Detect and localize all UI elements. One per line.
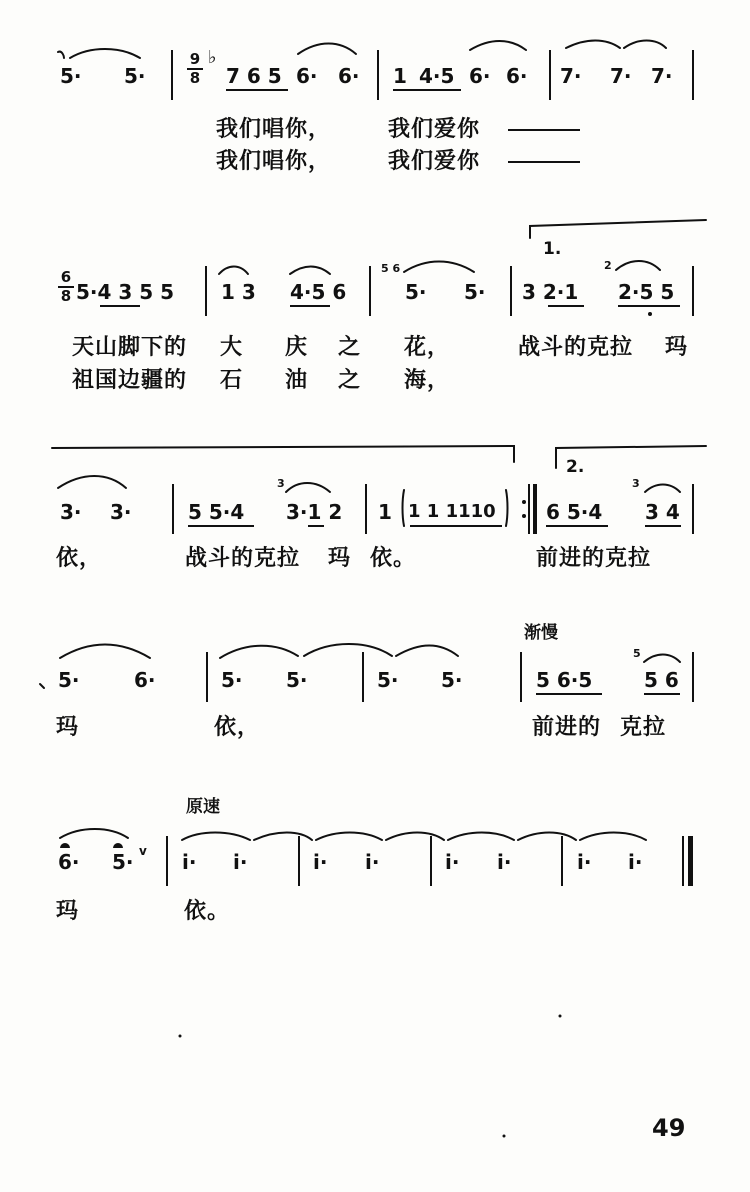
note: 5· xyxy=(464,280,486,304)
note: 7· xyxy=(560,64,582,88)
note: 5· xyxy=(58,668,80,692)
lyric: 依。 xyxy=(184,899,231,924)
lyric: 花， xyxy=(404,335,451,360)
lyric: 油 xyxy=(285,368,309,393)
time-sig-top: 9 xyxy=(189,50,201,68)
note: 6· xyxy=(296,64,318,88)
note: i· xyxy=(577,850,592,874)
volta-label: 2. xyxy=(566,457,585,477)
note-group: 5 6 xyxy=(644,668,679,692)
note: 1 xyxy=(393,64,407,88)
note: i· xyxy=(497,850,512,874)
lyric: 庆 xyxy=(285,335,309,360)
lyric: 前进的克拉 xyxy=(536,546,652,571)
lyric: 我们爱你 xyxy=(388,149,481,174)
lyric: 天山脚下的 xyxy=(72,335,188,360)
time-sig-top: 6 xyxy=(60,268,72,286)
note: 5· xyxy=(112,850,134,874)
flat-sign: ♭ xyxy=(208,47,217,68)
note-group: 5 6·5 xyxy=(536,668,593,692)
note: i· xyxy=(365,850,380,874)
note: 5· xyxy=(286,668,308,692)
lyric: 战斗的克拉 xyxy=(518,335,634,360)
lyric: 大 xyxy=(220,335,244,360)
note: 1 xyxy=(378,500,392,524)
lyric: 战斗的克拉 xyxy=(185,546,301,571)
lyric: 依。 xyxy=(370,546,417,571)
lyric: 克拉 xyxy=(620,715,667,740)
grace-note: 2 xyxy=(604,259,612,272)
lyric: 依， xyxy=(56,546,103,571)
lyric: 石 xyxy=(220,368,244,393)
volta-label: 1. xyxy=(543,239,562,259)
lyric: 玛 xyxy=(328,546,352,571)
lyric: 玛 xyxy=(56,899,80,924)
lyric: 之 xyxy=(338,335,362,360)
tempo-marking: 渐慢 xyxy=(524,623,558,643)
lyric: 我们唱你， xyxy=(216,117,332,142)
lyric: 前进的 xyxy=(532,715,602,740)
note-group: 3 2·1 xyxy=(522,280,579,304)
note: i· xyxy=(628,850,643,874)
note: i· xyxy=(233,850,248,874)
note-group: 6 5·4 xyxy=(546,500,603,524)
note: 6· xyxy=(58,850,80,874)
note: 7· xyxy=(610,64,632,88)
lyric: 之 xyxy=(338,368,362,393)
note: 5· xyxy=(405,280,427,304)
note: i· xyxy=(182,850,197,874)
lyric: 玛 xyxy=(665,335,689,360)
note: 3· xyxy=(60,500,82,524)
time-sig-bottom: 8 xyxy=(60,287,72,305)
note: 6· xyxy=(338,64,360,88)
note: 5· xyxy=(221,668,243,692)
note: 6· xyxy=(134,668,156,692)
lyric: 海， xyxy=(404,368,451,393)
time-sig-bottom: 8 xyxy=(189,69,201,87)
note-group: 5 5·4 xyxy=(188,500,245,524)
note: 6· xyxy=(506,64,528,88)
grace-note: 3 xyxy=(277,477,285,490)
note-group: 1 3 xyxy=(221,280,256,304)
grace-note: 5 xyxy=(633,647,641,660)
note-group: 4·5 6 xyxy=(290,280,347,304)
tempo-marking: 原速 xyxy=(186,797,220,817)
note: 5· xyxy=(377,668,399,692)
note: i· xyxy=(445,850,460,874)
note-group: 2·5 5 xyxy=(618,280,675,304)
lyric: 我们爱你 xyxy=(388,117,481,142)
note: 5· xyxy=(124,64,146,88)
note: 5· xyxy=(60,64,82,88)
grace-notes: 5 6 xyxy=(381,262,401,275)
note: 3· xyxy=(110,500,132,524)
note-group: 4·5 xyxy=(419,64,455,88)
note-group: 3 4 xyxy=(645,500,680,524)
note: i· xyxy=(313,850,328,874)
page-number: 49 xyxy=(652,1114,686,1142)
note-group: 7 6 5 xyxy=(226,64,282,88)
note-group: 1 1 1110 xyxy=(408,501,496,522)
note: 5· xyxy=(441,668,463,692)
lyric: 祖国边疆的 xyxy=(72,368,188,393)
lyric: 玛 xyxy=(56,715,80,740)
breath-mark: v xyxy=(139,844,147,858)
grace-note: 3 xyxy=(632,477,640,490)
note: 6· xyxy=(469,64,491,88)
note-group: 3·1 2 xyxy=(286,500,343,524)
lyric: 依， xyxy=(214,715,261,740)
lyric: 我们唱你， xyxy=(216,149,332,174)
note: 7· xyxy=(651,64,673,88)
note-group: 5·4 3 5 5 xyxy=(76,280,175,304)
